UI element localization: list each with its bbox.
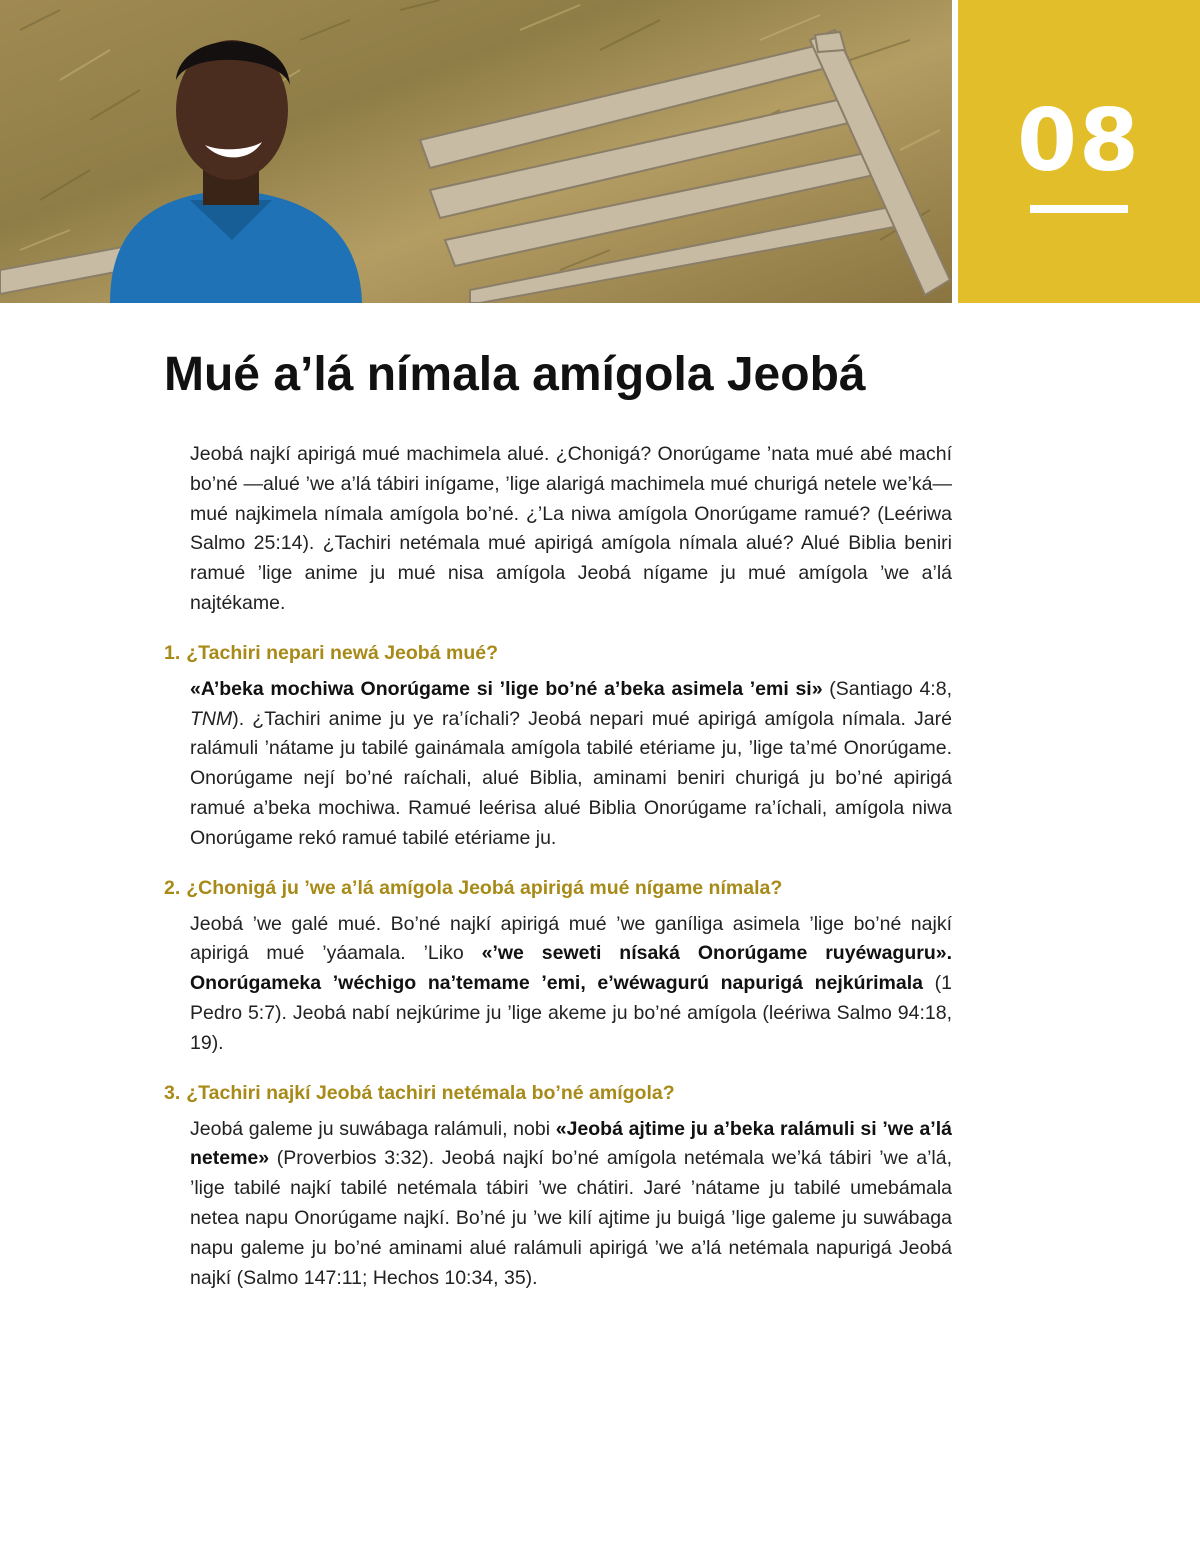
question-3: [164, 1079, 952, 1107]
answer-text: (Santiago 4:8,: [822, 677, 952, 700]
scripture-quote: «A’beka mochiwa Onorúgame si ’lige bo’né a’beka asimela ’emi si»: [190, 677, 823, 700]
question-2: [164, 874, 952, 902]
lesson-content: [164, 440, 952, 1293]
answer-text: (Proverbios 3:32). Jeobá najkí bo’né amígola netémala we’ká tábiri ’we a’lá, ’lige tabilé najkí tabilé netémala tábiri ’we chátiri. Jaré ’nátame ju tabilé umebámala netea napu Onorúgame najkí. Bo’né ju ’we kilí ajtime ju buigá ’lige galeme ju suwábaga napu galeme ju bo’né aminami alué ralámuli apirigá ’we a’lá netémala napurigá Jeobá najkí (Salmo 147:11; Hechos 10:34, 35).: [190, 1147, 952, 1289]
answer-3: [190, 1115, 952, 1294]
page-title: Mué a’lá nímala amígola Jeobá: [164, 348, 866, 401]
scripture-quote: «’we seweti nísaká Onorúgame ruyéwaguru». Onorúgameka ’wéchigo na’temame ’emi, e’wéwagurú napurigá nejkúrimala: [190, 942, 952, 995]
answer-1: [190, 675, 952, 854]
question-text: ¿Tachiri najkí Jeobá tachiri netémala bo’né amígola?: [186, 1081, 675, 1104]
chapter-badge: [958, 0, 1200, 303]
question-text: ¿Tachiri nepari newá Jeobá mué?: [186, 641, 498, 664]
photo-man-on-bench-illustration: [0, 0, 952, 303]
man-figure: [110, 40, 362, 303]
answer-text: ). ¿Tachiri anime ju ye ra’íchali? Jeobá nepari mué apirigá amígola nímala. Jaré ralámuli ’nátame ju tabilé gainámala amígola tabilé etériame ju, ’lige ta’mé Onorúgame. Onorúgame nejí bo’né raíchali, alué Biblia, aminami beniri churigá ju bo’né apirigá ramué a’beka mochiwa. Ramué leérisa alué Biblia Onorúgame ra’íchali, amígola niwa Onorúgame rekó ramué tabilé etériame ju.: [190, 707, 952, 849]
question-number: 1.: [164, 641, 181, 664]
question-number: 3.: [164, 1081, 181, 1104]
translation-abbrev: TNM: [190, 707, 233, 730]
question-1: [164, 639, 952, 667]
question-number: 2.: [164, 876, 181, 899]
answer-text: Jeobá galeme ju suwábaga ralámuli, nobi: [190, 1117, 556, 1140]
hero-photo: [0, 0, 952, 303]
answer-text: Jeobá ’we galé mué. Bo’né najkí apirigá mué ’we ganíliga asimela ’lige bo’né najkí apirigá mué ’yáamala. ’Liko: [190, 912, 952, 965]
chapter-underline: [1030, 205, 1128, 213]
answer-2: [190, 910, 952, 1059]
scripture-quote: «Jeobá ajtime ju a’beka ralámuli si ’we a’lá neteme»: [190, 1117, 952, 1170]
chapter-number: 08: [1017, 91, 1141, 191]
question-text: ¿Chonigá ju ’we a’lá amígola Jeobá apirigá mué nígame nímala?: [186, 876, 783, 899]
answer-text: (1 Pedro 5:7). Jeobá nabí nejkúrime ju ’lige akeme ju bo’né amígola (leériwa Salmo 94:18, 19).: [190, 972, 952, 1054]
intro-paragraph: Jeobá najkí apirigá mué machimela alué. ¿Chonigá? Onorúgame ’nata mué abé machí bo’né —alué ’we a’lá tábiri inígame, ’lige alarigá machimela mué churigá netele we’ká— mué najkimela nímala amígola bo’né. ¿’La niwa amígola Onorúgame ramué? (Leériwa Salmo 25:14). ¿Tachiri netémala mué apirigá amígola nímala alué? Alué Biblia beniri ramué ’lige anime ju mué nisa amígola Jeobá nígame ju mué amígola ’we a’lá najtékame.: [190, 443, 952, 614]
